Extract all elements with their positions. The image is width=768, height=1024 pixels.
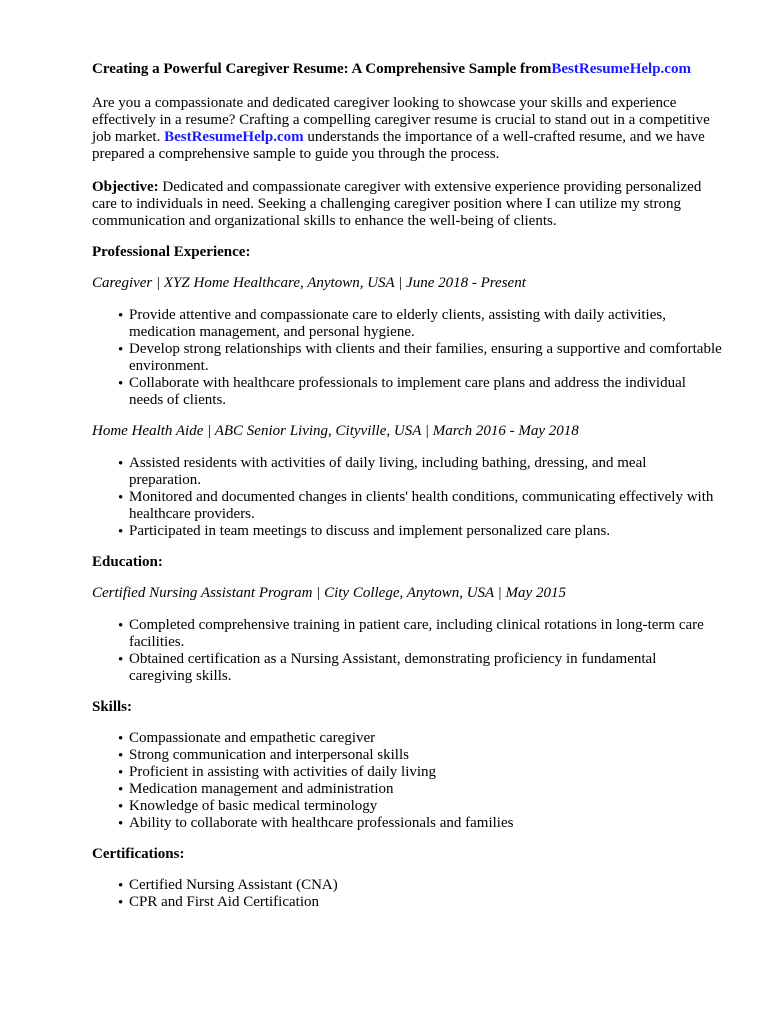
list-item: [92, 455, 722, 489]
objective-paragraph: [92, 179, 722, 230]
list-item: [92, 651, 722, 685]
list-item: [92, 489, 722, 523]
title-link[interactable]: BestResumeHelp.com: [551, 61, 691, 77]
bullet-icon: •: [118, 731, 124, 747]
bullet-icon: •: [118, 782, 124, 798]
bullet-text: Monitored and documented changes in clients' health conditions, communicating effectively with healthcare providers.: [129, 489, 714, 522]
intro-text-1: Are you a compassionate and dedicated caregiver looking to showcase your skills and experience effectively in a resume? Crafting a compelling caregiver resume is crucial to stand out in a competitive job market.: [92, 95, 710, 145]
bullet-icon: •: [118, 456, 124, 472]
bullet-text: Knowledge of basic medical terminology: [129, 798, 378, 814]
education-heading: Education:: [92, 554, 163, 570]
bullet-icon: •: [118, 652, 124, 668]
bullet-text: Obtained certification as a Nursing Assistant, demonstrating proficiency in fundamental caregiving skills.: [129, 651, 657, 684]
list-item: [92, 815, 722, 832]
list-item: [92, 764, 722, 781]
bullet-icon: •: [118, 376, 124, 392]
bullet-text: Certified Nursing Assistant (CNA): [129, 877, 338, 893]
skills-bullets: [92, 730, 722, 832]
certifications-heading: Certifications:: [92, 846, 185, 862]
intro-text-2: understands the importance of a well-crafted resume, and we have prepared a comprehensive sample to guide you through the process.: [92, 129, 705, 162]
bullet-icon: •: [118, 524, 124, 540]
list-item: [92, 307, 722, 341]
objective-label: Objective:: [92, 179, 159, 195]
education-bullets: [92, 617, 722, 685]
bullet-icon: •: [118, 748, 124, 764]
bullet-icon: •: [118, 490, 124, 506]
resume-document: [92, 60, 722, 925]
list-item: [92, 341, 722, 375]
bullet-icon: •: [118, 799, 124, 815]
certifications-bullets: [92, 877, 722, 911]
bullet-text: Develop strong relationships with clients and their families, ensuring a supportive and comfortable environment.: [129, 341, 722, 374]
list-item: [92, 375, 722, 409]
objective-text: Dedicated and compassionate caregiver with extensive experience providing personalized care to individuals in need. Seeking a challenging caregiver position where I can utilize my strong communication and organizational skills to enhance the well-being of clients.: [92, 179, 702, 229]
bullet-text: Collaborate with healthcare professionals to implement care plans and address the individual needs of clients.: [129, 375, 686, 408]
list-item: [92, 894, 722, 911]
bullet-text: CPR and First Aid Certification: [129, 894, 319, 910]
bullet-text: Compassionate and empathetic caregiver: [129, 730, 376, 746]
intro-paragraph: [92, 95, 722, 163]
bullet-text: Proficient in assisting with activities of daily living: [129, 764, 437, 780]
list-item: [92, 617, 722, 651]
title-text: Creating a Powerful Caregiver Resume: A Comprehensive Sample from: [92, 61, 552, 77]
bullet-text: Provide attentive and compassionate care to elderly clients, assisting with daily activities, medication management, and personal hygiene.: [129, 307, 666, 340]
bullet-text: Strong communication and interpersonal skills: [129, 747, 409, 763]
bullet-icon: •: [118, 765, 124, 781]
list-item: [92, 781, 722, 798]
page-title: [92, 60, 722, 78]
bullet-text: Participated in team meetings to discuss and implement personalized care plans.: [129, 523, 611, 539]
job-title: Caregiver | XYZ Home Healthcare, Anytown, USA | June 2018 - Present: [92, 275, 526, 291]
list-item: [92, 523, 722, 540]
bullet-icon: •: [118, 618, 124, 634]
list-item: [92, 877, 722, 894]
bullet-icon: •: [118, 342, 124, 358]
list-item: [92, 747, 722, 764]
bullet-text: Assisted residents with activities of daily living, including bathing, dressing, and meal preparation.: [129, 455, 647, 488]
experience-heading: Professional Experience:: [92, 244, 251, 260]
bullet-icon: •: [118, 308, 124, 324]
job-bullets: [92, 455, 722, 540]
job-title: Home Health Aide | ABC Senior Living, Cityville, USA | March 2016 - May 2018: [92, 423, 579, 439]
bullet-text: Completed comprehensive training in patient care, including clinical rotations in long-term care facilities.: [129, 617, 704, 650]
bullet-icon: •: [118, 878, 124, 894]
skills-heading: Skills:: [92, 699, 133, 715]
bullet-icon: •: [118, 895, 124, 911]
job-bullets: [92, 307, 722, 409]
list-item: [92, 798, 722, 815]
bullet-icon: •: [118, 816, 124, 832]
bullet-text: Medication management and administration: [129, 781, 394, 797]
bullet-text: Ability to collaborate with healthcare professionals and families: [129, 815, 514, 831]
intro-link[interactable]: BestResumeHelp.com: [164, 129, 304, 145]
list-item: [92, 730, 722, 747]
education-title: Certified Nursing Assistant Program | City College, Anytown, USA | May 2015: [92, 585, 566, 601]
